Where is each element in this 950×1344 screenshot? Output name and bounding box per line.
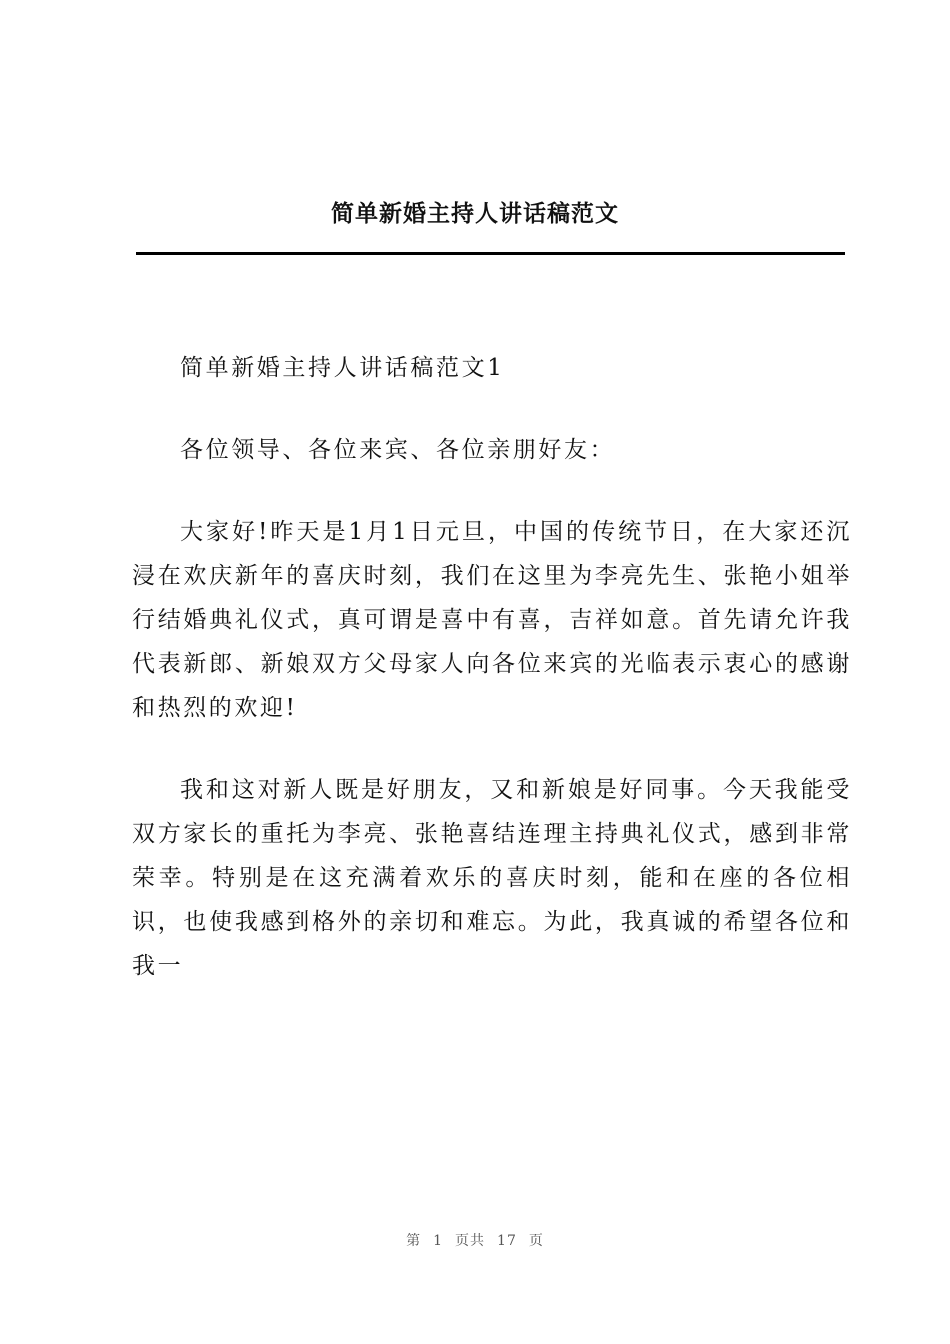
salutation: 各位领导、各位来宾、各位亲朋好友：	[180, 437, 616, 463]
document-title: 简单新婚主持人讲话稿范文	[331, 200, 619, 227]
footer-label-pages: 页	[528, 1233, 544, 1249]
document-body	[132, 346, 852, 1026]
footer-total-pages: 17	[497, 1233, 517, 1249]
footer-label-of: 页共	[455, 1233, 486, 1249]
body-paragraph: 我和这对新人既是好朋友，又和新娘是好同事。今天我能受双方家长的重托为李亮、张艳喜结连理主持典礼仪式，感到非常荣幸。特别是在这充满着欢乐的喜庆时刻，能和在座的各位相识，也使我感到格外的亲切和难忘。为此，我真诚的希望各位和我一	[132, 777, 852, 979]
title-divider	[136, 252, 845, 255]
footer-label-page: 第	[406, 1233, 422, 1249]
section-heading: 简单新婚主持人讲话稿范文1	[180, 355, 505, 381]
footer-current-page: 1	[433, 1233, 444, 1249]
page-footer	[0, 1230, 950, 1250]
body-paragraph: 大家好!昨天是1月1日元旦，中国的传统节日，在大家还沉浸在欢庆新年的喜庆时刻，我们在这里为李亮先生、张艳小姐举行结婚典礼仪式，真可谓是喜中有喜，吉祥如意。首先请允许我代表新郎、新娘双方父母家人向各位来宾的光临表示衷心的感谢和热烈的欢迎!	[132, 519, 852, 721]
